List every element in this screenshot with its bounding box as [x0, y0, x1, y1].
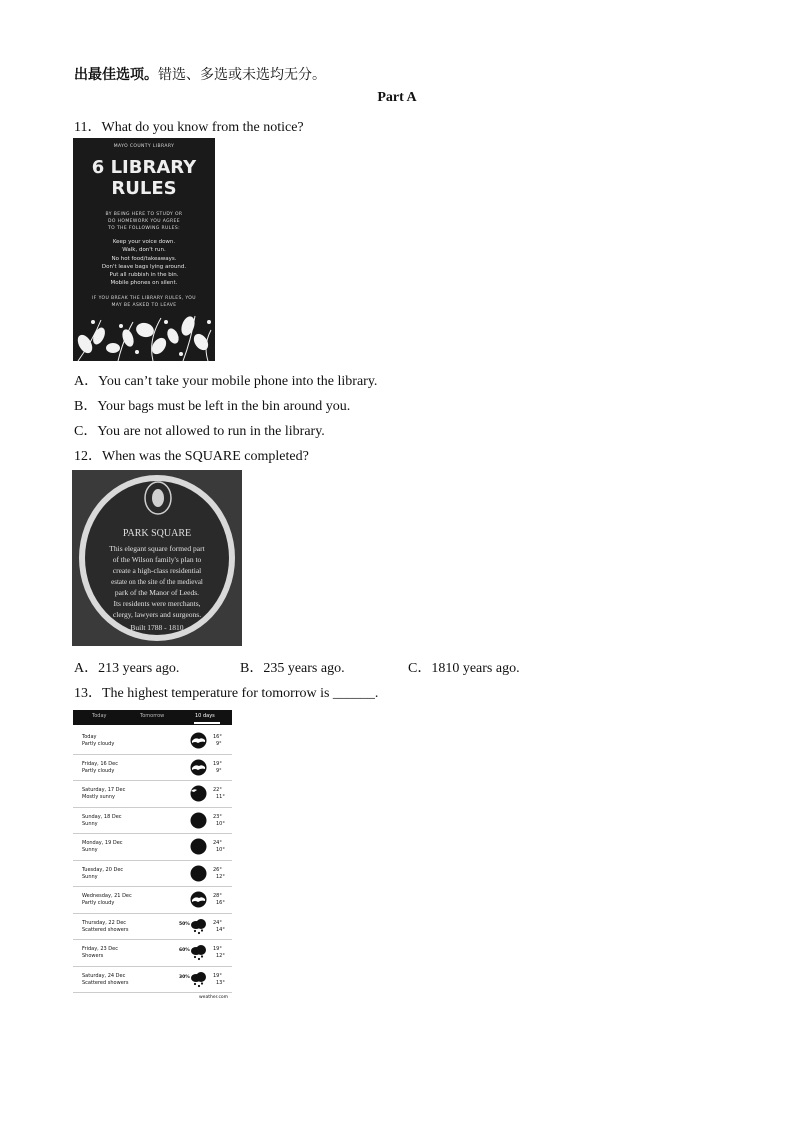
notice-rule: Keep your voice down. — [112, 239, 176, 245]
plaque-title: PARK SQUARE — [122, 528, 192, 539]
precip-chance: 60% — [179, 948, 190, 953]
forecast-temps — [213, 973, 225, 987]
plaque-line: Its residents were merchants, — [113, 599, 201, 608]
forecast-row — [73, 727, 232, 755]
forecast-condition: Scattered showers — [82, 926, 129, 933]
notice-title-1: 6 LIBRARY — [91, 157, 197, 178]
forecast-day — [82, 893, 132, 907]
temp-low: 11° — [216, 794, 225, 800]
notice-rule: Walk, don't run. — [122, 247, 166, 254]
plaque-line: park of the Manor of Leeds. — [114, 588, 200, 597]
notice-rule: Don't leave bags lying around. — [101, 263, 187, 270]
forecast-condition: Partly cloudy — [82, 900, 115, 906]
sunny-icon — [190, 838, 207, 855]
forecast-day — [82, 761, 118, 775]
tab-10-days: 10 days — [195, 713, 215, 719]
notice-header: MAYO COUNTY LIBRARY — [113, 144, 175, 149]
forecast-row — [73, 966, 232, 994]
forecast-condition: Sunny — [82, 820, 98, 827]
part-heading: Part A — [377, 90, 417, 105]
plaque-line: of the Wilson family's plan to — [112, 555, 202, 564]
plaque-line: create a high-class residential — [112, 566, 202, 575]
option-12-a: A．213 years ago. — [74, 661, 180, 676]
plaque-line: estate on the site of the medieval — [111, 578, 203, 586]
instruction-rest: 错选、多选或未选均无分。 — [158, 67, 326, 83]
forecast-temps — [213, 893, 225, 907]
tab-tomorrow: Tomorrow — [140, 713, 165, 719]
notice-rule: Put all rubbish in the bin. — [109, 272, 179, 279]
temp-low: 13° — [216, 979, 225, 986]
leaf-decoration-icon — [73, 310, 215, 361]
forecast-row — [73, 886, 232, 914]
forecast-condition: Showers — [82, 953, 104, 959]
temp-high: 24° — [213, 919, 222, 926]
temp-low: 12° — [216, 873, 225, 880]
forecast-temps — [213, 814, 225, 828]
temp-high: 23° — [213, 813, 222, 820]
forecast-date: Saturday, 24 Dec — [82, 972, 126, 979]
temp-low: 9° — [216, 767, 222, 774]
sunny-icon — [190, 812, 207, 829]
forecast-row — [73, 833, 232, 861]
forecast-condition: Scattered showers — [82, 979, 129, 986]
weather-source: weather.com — [199, 995, 229, 1000]
forecast-day — [82, 973, 128, 987]
forecast-day — [82, 814, 122, 828]
temp-high: 26° — [213, 866, 222, 873]
question-13: 13．The highest temperature for tomorrow is ______. — [74, 686, 379, 701]
temp-high: 16° — [213, 734, 222, 740]
forecast-temps — [213, 946, 225, 960]
option-12-c: C．1810 years ago. — [408, 661, 520, 676]
temp-high: 28° — [213, 893, 222, 899]
tab-today: Today — [92, 713, 107, 719]
forecast-temps — [213, 787, 225, 801]
forecast-date: Today — [82, 734, 97, 740]
forecast-day — [82, 946, 118, 960]
precip-chance: 30% — [179, 974, 190, 980]
notice-footer-1: IF YOU BREAK THE LIBRARY RULES, YOU — [92, 296, 196, 301]
temp-low: 9° — [216, 741, 222, 747]
forecast-date: Friday, 23 Dec — [82, 946, 118, 952]
notice-footer-2: MAY BE ASKED TO LEAVE — [111, 303, 177, 308]
notice-rules — [73, 238, 215, 288]
forecast-date: Monday, 19 Dec — [82, 840, 123, 846]
temp-low: 14° — [216, 926, 225, 933]
weather-tab-bar — [73, 710, 232, 725]
plaque-dates: Built 1788 - 1810 — [130, 623, 184, 632]
temp-high: 19° — [213, 946, 222, 952]
forecast-day — [82, 787, 125, 801]
temp-high: 19° — [213, 760, 222, 767]
forecast-day — [82, 920, 128, 934]
question-12: 12．When was the SQUARE completed? — [74, 449, 309, 464]
forecast-temps — [213, 761, 222, 775]
forecast-row — [73, 780, 232, 808]
forecast-condition: Mostly sunny — [82, 794, 115, 800]
option-12-b: B．235 years ago. — [240, 661, 345, 676]
notice-rule: Mobile phones on silent. — [110, 280, 178, 287]
forecast-date: Thursday, 22 Dec — [82, 919, 127, 926]
mostly-sunny-icon — [190, 785, 207, 802]
instruction-bold: 出最佳选项。 — [74, 67, 158, 83]
forecast-temps — [213, 840, 225, 854]
forecast-date: Saturday, 17 Dec — [82, 787, 126, 793]
precip-chance: 50% — [179, 921, 190, 927]
notice-intro-2: DO HOMEWORK YOU AGREE — [107, 219, 181, 224]
forecast-row — [73, 754, 232, 782]
option-11-c: C．You are not allowed to run in the library. — [74, 424, 325, 439]
forecast-row — [73, 939, 232, 967]
forecast-date: Wednesday, 21 Dec — [82, 893, 132, 899]
forecast-date: Tuesday, 20 Dec — [82, 866, 124, 873]
notice-title-2: RULES — [111, 178, 177, 199]
forecast-row — [73, 913, 232, 941]
showers-icon — [190, 944, 207, 961]
notice-intro-1: BY BEING HERE TO STUDY OR — [105, 212, 183, 217]
forecast-temps — [213, 734, 222, 748]
plaque-icon — [78, 474, 236, 642]
instruction-line — [74, 64, 326, 84]
forecast-condition: Sunny — [82, 847, 98, 853]
temp-low: 12° — [216, 953, 225, 959]
temp-high: 22° — [213, 787, 222, 793]
partly-cloudy-icon — [190, 732, 207, 749]
notice-rule: No hot food/takeaways. — [111, 255, 177, 262]
plaque-line: clergy, lawyers and surgeons. — [112, 610, 202, 619]
forecast-date: Friday, 16 Dec — [82, 760, 118, 767]
sunny-icon — [190, 865, 207, 882]
forecast-day — [82, 840, 123, 854]
partly-cloudy-icon — [190, 891, 207, 908]
library-notice-image — [73, 138, 215, 361]
forecast-row — [73, 807, 232, 835]
forecast-temps — [213, 920, 225, 934]
active-tab-indicator — [194, 722, 220, 724]
forecast-date: Sunday, 18 Dec — [82, 813, 122, 820]
showers-icon — [190, 971, 207, 988]
forecast-condition: Partly cloudy — [82, 741, 115, 747]
showers-icon — [190, 918, 207, 935]
park-square-plaque-image — [72, 470, 242, 646]
temp-high: 24° — [213, 840, 222, 846]
forecast-condition: Sunny — [82, 873, 98, 880]
temp-low: 10° — [216, 820, 225, 827]
forecast-condition: Partly cloudy — [82, 767, 115, 774]
forecast-day — [82, 867, 123, 881]
weather-forecast-image — [73, 710, 232, 1006]
option-11-b: B．Your bags must be left in the bin around you. — [74, 399, 351, 414]
plaque-line: This elegant square formed part — [109, 544, 205, 553]
question-11: 11．What do you know from the notice? — [74, 120, 304, 135]
forecast-temps — [213, 867, 225, 881]
partly-cloudy-icon — [190, 759, 207, 776]
forecast-row — [73, 860, 232, 888]
temp-high: 19° — [213, 972, 222, 979]
notice-intro-3: TO THE FOLLOWING RULES: — [107, 226, 181, 231]
option-11-a: A．You can’t take your mobile phone into the library. — [74, 374, 378, 389]
forecast-day — [82, 734, 114, 748]
temp-low: 10° — [216, 847, 225, 853]
temp-low: 16° — [216, 900, 225, 906]
